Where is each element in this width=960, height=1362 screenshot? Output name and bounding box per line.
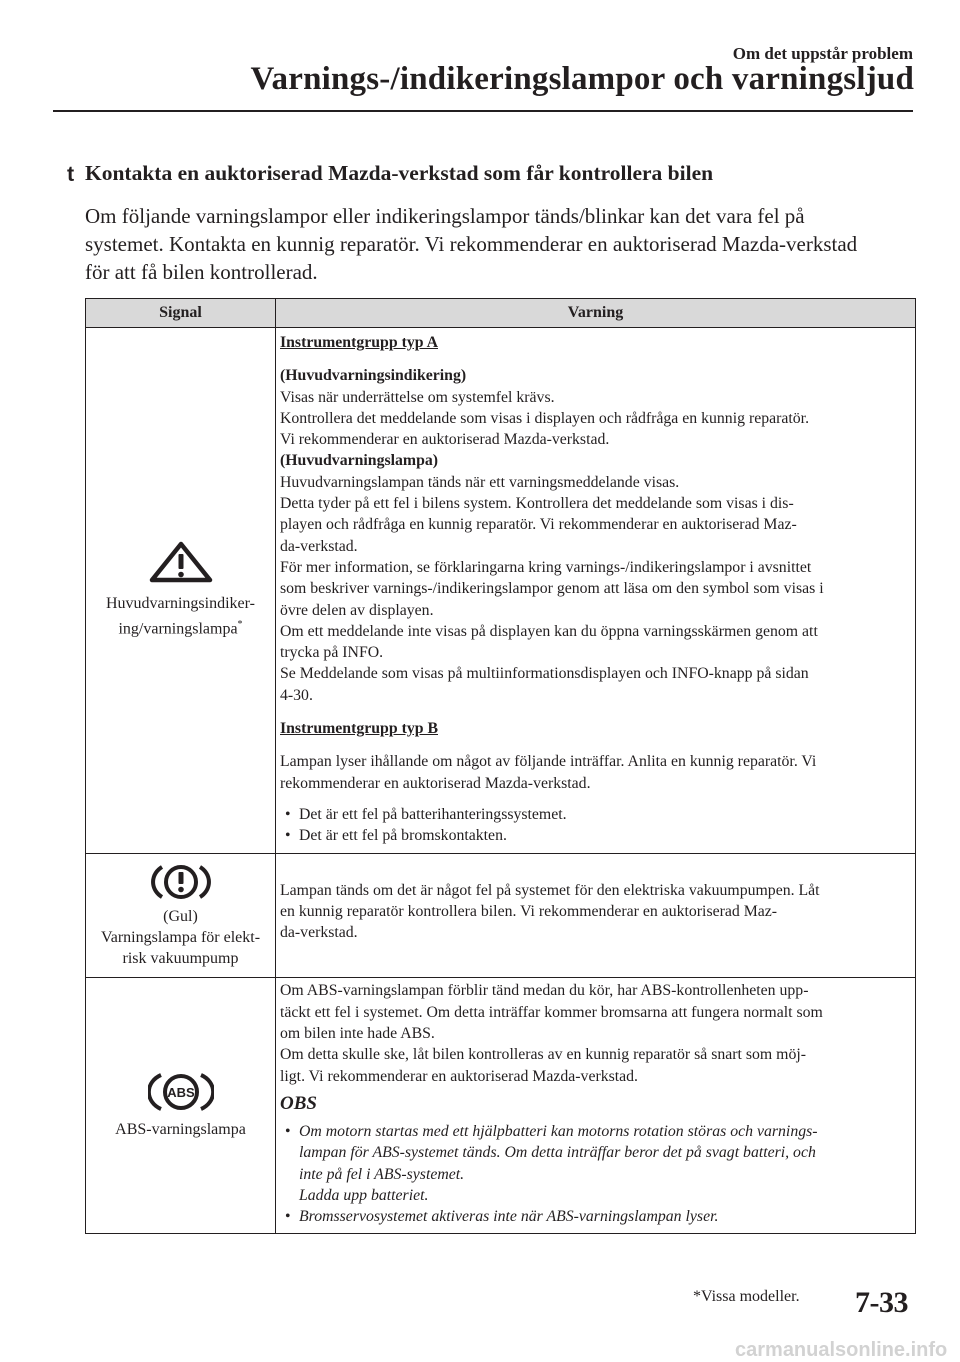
obs-heading: OBS — [280, 1092, 317, 1114]
intro-line: systemet. Kontakta en kunnig reparatör. Vi rekommenderar en auktoriserad Mazda-verkstad — [85, 232, 858, 256]
section-heading-text: Kontakta en auktoriserad Mazda-verkstad som får kontrollera bilen — [85, 161, 714, 185]
text-line: Visas när underrättelse om systemfel krävs. — [280, 388, 555, 406]
footnote: *Vissa modeller. — [693, 1288, 800, 1305]
table-row — [86, 978, 916, 1234]
bullet-item: • Det är ett fel på bromskontakten. — [285, 827, 507, 845]
obs-bullet-cont: Ladda upp batteriet. — [299, 1186, 429, 1204]
text-line: Se Meddelande som visas på multiinformationsdisplayen och INFO-knapp på sidan — [280, 665, 809, 683]
intro-paragraph — [85, 202, 925, 286]
table-header-row — [86, 299, 916, 328]
master-warning-triangle-icon — [149, 541, 213, 583]
text-line: da-verkstad. — [280, 924, 358, 942]
signal-label: (Gul) — [163, 907, 198, 925]
warning-cell — [276, 853, 916, 978]
text-line: som beskriver varnings-/indikeringslampor genom att läsa om den symbol som visas i — [280, 580, 824, 598]
col-header-signal: Signal — [86, 299, 276, 328]
bullet-item: • Det är ett fel på batterihanteringssystemet. — [285, 805, 567, 823]
obs-bullet: • Om motorn startas med ett hjälpbatteri kan motorns rotation störas och varnings- — [285, 1122, 818, 1140]
intro-line: för att få bilen kontrollerad. — [85, 260, 318, 284]
signal-label: Varningslampa för elekt- — [100, 928, 261, 946]
text-line: ligt. Vi rekommenderar en auktoriserad Mazda-verkstad. — [280, 1067, 639, 1085]
signal-label: risk vakuumpump — [122, 949, 239, 967]
running-header-title: Varnings-/indikeringslampor och varningsljud — [250, 61, 914, 97]
table-row — [86, 328, 916, 854]
text-line: 4-30. — [280, 686, 313, 704]
running-header-section: Om det uppstår problem — [732, 44, 913, 63]
text-line: täckt ett fel i systemet. Om detta inträffar kommer bromsarna att fungera normalt som — [280, 1003, 823, 1021]
text-line: rekommenderar en auktoriserad Mazda-verkstad. — [280, 774, 591, 792]
text-line: Kontrollera det meddelande som visas i displayen och rådfråga en kunnig reparatör. — [280, 409, 810, 427]
signal-label: ABS-varningslampa — [115, 1121, 246, 1139]
section-heading — [67, 161, 714, 186]
page-number: 7-33 — [855, 1286, 908, 1319]
header-rule — [53, 110, 913, 112]
text-line: playen och rådfråga en kunnig reparatör. Vi rekommenderar en auktoriserad Maz- — [280, 516, 797, 534]
intro-line: Om följande varningslampor eller indikeringslampor tänds/blinkar kan det vara fel på — [85, 204, 805, 228]
abs-icon-text: ABS — [166, 1085, 195, 1101]
warning-table — [85, 298, 916, 1234]
text-line: För mer information, se förklaringarna kring varnings-/indikeringslampor i avsnittet — [280, 558, 812, 576]
indicator-heading: (Huvudvarningsindikering) — [280, 367, 467, 385]
text-line: om bilen inte hade ABS. — [280, 1025, 435, 1043]
obs-bullet-cont: inte på fel i ABS-systemet. — [299, 1165, 465, 1183]
watermark: carmanualsonline.info — [735, 1339, 948, 1361]
signal-cell — [86, 853, 276, 978]
signal-cell — [86, 328, 276, 854]
obs-bullet: • Bromsservosystemet aktiveras inte när ABS-varningslampan lyser. — [285, 1208, 719, 1226]
warning-cell — [276, 978, 916, 1234]
subheading-group-a: Instrumentgrupp typ A — [280, 334, 438, 351]
text-line: Lampan tänds om det är något fel på systemet för den elektriska vakuumpumpen. Låt — [280, 881, 820, 899]
text-line: Huvudvarningslampan tänds när ett varningsmeddelande visas. — [280, 473, 680, 491]
signal-label: Huvudvarningsindiker- — [106, 595, 255, 613]
text-line: övre delen av displayen. — [280, 601, 434, 619]
text-line: trycka på INFO. — [280, 644, 384, 662]
lamp-heading: (Huvudvarningslampa) — [280, 452, 439, 470]
text-line: Om ABS-varningslampan förblir tänd medan du kör, har ABS-kontrollenheten upp- — [280, 982, 809, 1000]
signal-cell — [86, 978, 276, 1234]
section-marker: t — [67, 162, 75, 186]
text-line: Vi rekommenderar en auktoriserad Mazda-verkstad. — [280, 431, 610, 449]
text-line: Om ett meddelande inte visas på displayen kan du öppna varningsskärmen genom att — [280, 622, 818, 640]
col-header-warning: Varning — [276, 299, 916, 328]
text-line: en kunnig reparatör kontrollera bilen. Vi rekommenderar en auktoriserad Maz- — [280, 902, 778, 920]
signal-label: ing/varningslampa* — [118, 619, 243, 638]
text-line: Om detta skulle ske, låt bilen kontrolleras av en kunnig reparatör så snart som möj- — [280, 1046, 806, 1064]
text-line: Detta tyder på ett fel i bilens system. Kontrollera det meddelande som visas i dis- — [280, 495, 794, 513]
subheading-group-b: Instrumentgrupp typ B — [280, 720, 438, 738]
vacuum-pump-warning-icon — [149, 862, 213, 902]
table-row — [86, 853, 916, 978]
obs-bullet-cont: lampan för ABS-systemet tänds. Om detta inträffar beror det på svagt batteri, och — [299, 1144, 816, 1162]
warning-cell — [276, 328, 916, 854]
abs-warning-icon — [148, 1071, 214, 1113]
text-line: Lampan lyser ihållande om något av följande inträffar. Anlita en kunnig reparatör. Vi — [280, 753, 817, 771]
text-line: da-verkstad. — [280, 537, 358, 555]
